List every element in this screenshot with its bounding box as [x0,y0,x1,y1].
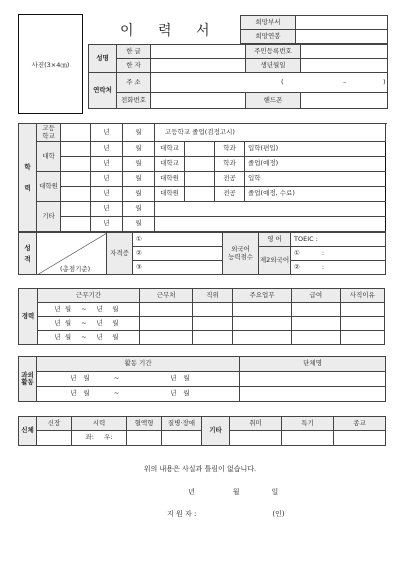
career-label: 경력 [19,289,38,345]
birth-field[interactable] [301,59,388,73]
seal-mark[interactable]: (인) [272,510,285,518]
career-table [18,288,385,345]
desired-dept-value[interactable] [296,16,388,30]
cert-3[interactable]: ③ [133,261,223,275]
body-label: 신체 [19,417,37,446]
gpa-cell[interactable] [37,233,107,275]
footer-day[interactable]: 일 [271,488,279,496]
blood-label: 혈액형 [127,417,162,431]
religion-field[interactable] [334,431,386,446]
disability-field[interactable] [162,431,202,446]
phone-label: 전화번호 [117,93,151,109]
statement: 위의 내용은 사실과 틀림이 없습니다. [143,465,257,473]
career-duties-header: 주요업무 [233,289,292,303]
education-table: 학 력 고등 학교 년 월 고등학교 졸업(검정고시) 대학 년 월 대학교 학과 입학(편입) 년 월 대학교 학과 졸업(예정) 대학원 년 월 대학원 전공 입학 년 월 대학원 전공 졸업(예정, 수료) 기타 년 월 년 월 [18,123,386,232]
gpa-criteria: (총점기준) [60,265,91,273]
career-company-header: 근무처 [140,289,193,303]
hs-graduation: 고등학교 졸업(검정고시) [155,124,386,142]
activities-label: 과외 활동 [19,357,37,402]
toeic-score[interactable]: TOEIC : [291,233,386,247]
address-field[interactable] [151,73,388,93]
second-lang-2[interactable]: ② : [291,261,386,275]
table-row[interactable]: 년 월 ~ 년 월 [19,387,386,402]
career-period-header: 근무기간 [37,289,139,303]
page-title: 이 력 서 [120,23,220,39]
hanja-name-field[interactable] [151,59,246,73]
skill-field[interactable] [282,431,334,446]
religion-label: 종교 [334,417,386,431]
other-label: 기타 [37,202,61,232]
photo-box[interactable] [18,14,83,114]
desired-dept-label: 희망부서 [241,16,296,30]
contact-label: 연락처 [89,73,117,109]
table-row[interactable]: 년 월 ~ 년 월 [19,331,385,345]
blood-field[interactable] [127,431,162,446]
language-label: 외국어 능력점수 [223,233,259,275]
hangul-name-field[interactable] [151,45,246,59]
date-line [188,487,278,497]
highschool-label: 고등 학교 [37,124,61,142]
vision-label: 시력 [72,417,127,431]
personal-table [88,44,388,109]
address-paren-close: ) [383,78,386,86]
address-label: 주 소 [117,73,151,93]
grades-label: 성 적 [19,233,37,275]
resident-no-label: 주민등록번호 [246,45,301,59]
education-label: 학 력 [19,124,37,232]
desired-table [240,15,388,44]
mobile-label: 핸드폰 [246,93,301,109]
skill-label: 특기 [282,417,334,431]
photo-label: 사진(3×4㎝) [31,60,70,69]
birth-label: 생년월일 [246,59,301,73]
hobby-field[interactable] [230,431,282,446]
grades-table [18,232,386,275]
certificate-label: 자격증 [107,233,133,275]
career-reason-header: 사직이유 [340,289,384,303]
cert-1[interactable]: ① [133,233,223,247]
career-salary-header: 급여 [292,289,341,303]
table-row[interactable]: 년 월 ~ 년 월 [19,317,385,331]
etc-label: 기타 [202,417,230,446]
phone-field[interactable] [151,93,246,109]
hobby-label: 취미 [230,417,282,431]
activities-period-header: 활동 기간 [37,357,240,372]
name-label: 성명 [89,45,117,73]
activities-group-header: 단체명 [240,357,386,372]
address-dash: – [343,78,347,86]
second-lang-1[interactable]: ① : [291,247,386,261]
career-position-header: 직위 [192,289,232,303]
body-table [18,416,386,446]
activities-table [18,356,386,402]
table-row[interactable]: 년 월 ~ 년 월 [19,303,385,317]
disability-label: 질병·장애 [162,417,202,431]
footer-year[interactable]: 년 [188,488,195,496]
hs-month[interactable]: 월 [123,124,155,142]
graduate-label: 대학원 [37,172,61,202]
desired-salary-value[interactable] [296,30,388,44]
university-label: 대학 [37,142,61,172]
hanja-label: 한 자 [117,59,151,73]
resident-no-field[interactable] [301,45,388,59]
height-field[interactable] [37,431,72,446]
hs-year[interactable]: 년 [91,124,123,142]
second-lang-label: 제2외국어 [259,247,291,275]
address-paren-open: ( [281,78,284,86]
english-label: 영 어 [259,233,291,247]
desired-salary-label: 희망연봉 [241,30,296,44]
footer-month[interactable]: 월 [232,488,240,496]
cert-2[interactable]: ② [133,247,223,261]
applicant-label: 지 원 자 : [167,510,197,518]
applicant-line [167,509,285,519]
table-row[interactable]: 년 월 ~ 년 월 [19,372,386,387]
vision-field[interactable]: 좌: 우: [72,431,127,446]
height-label: 신장 [37,417,72,431]
hangul-label: 한 글 [117,45,151,59]
mobile-field[interactable] [301,93,388,109]
